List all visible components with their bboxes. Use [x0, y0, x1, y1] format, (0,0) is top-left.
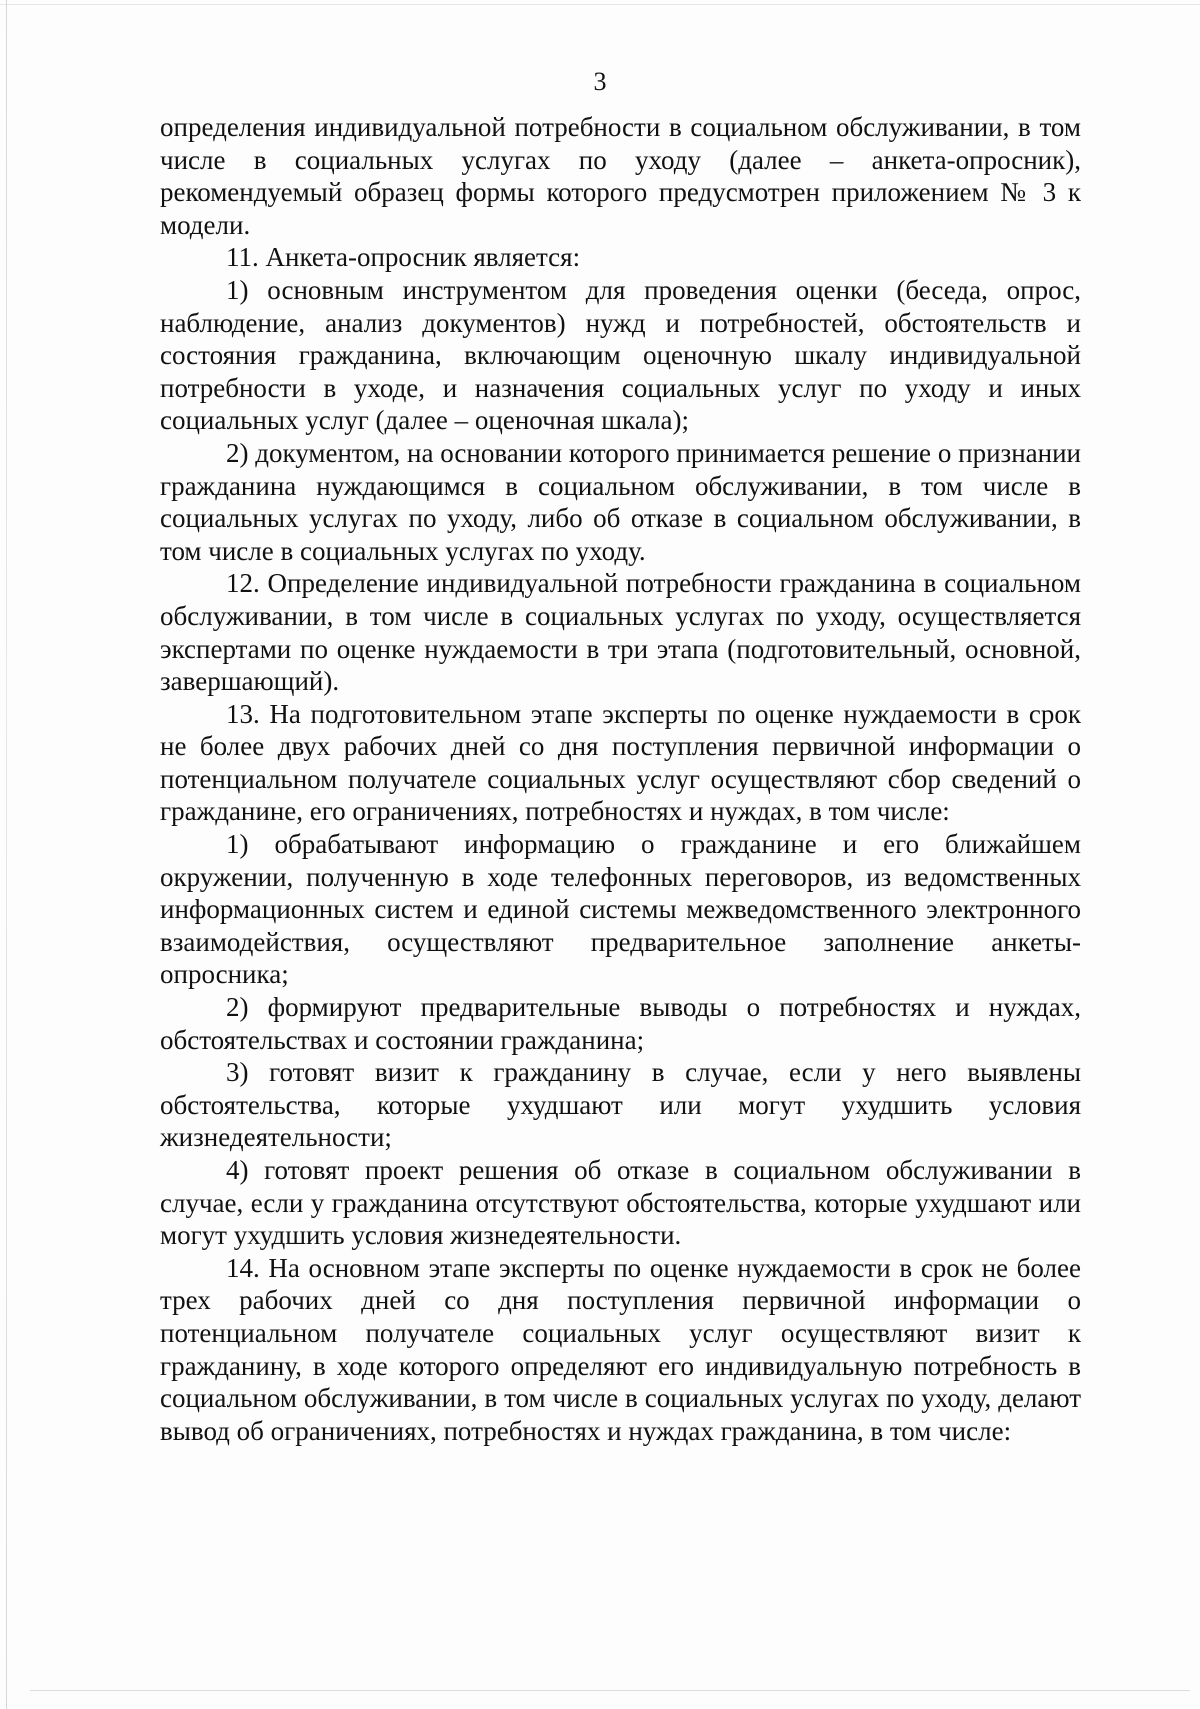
scan-edge-top: [0, 4, 1200, 5]
paragraph-subitem-13-1: 1) обрабатывают информацию о гражданине и его ближайшем окружении, полученную в ходе телефонных переговоров, из ведомственных информационных систем и единой системы межведомственного электронного взаимодействия, осуществляют предварительное заполнение анкеты-опросника;: [160, 829, 1081, 990]
scan-edge-left: [6, 0, 7, 1709]
paragraph-subitem-13-4: 4) готовят проект решения об отказе в социальном обслуживании в случае, если у гражданина отсутствуют обстоятельства, которые ухудшают или могут ухудшить условия жизнедеятельности.: [160, 1155, 1081, 1251]
paragraph-item-11: 11. Анкета-опросник является:: [226, 242, 581, 273]
paragraph-item-14: 14. На основном этапе эксперты по оценке нуждаемости в срок не более трех рабочих дней со дня поступления первичной информации о потенциальном получателе социальных услуг осуществляют визит к гражданину, в ходе которого определяют его индивидуальную потребность в социальном обслуживании, в том числе в социальных услугах по уходу, делают вывод об ограничениях, потребностях и нуждах гражданина, в том числе:: [160, 1252, 1081, 1446]
paragraph-subitem-11-1: 1) основным инструментом для проведения оценки (беседа, опрос, наблюдение, анализ документов) нужд и потребностей, обстоятельств и состояния гражданина, включающим оценочную шкалу индивидуальной потребности в уходе, и назначения социальных услуг по уходу и иных социальных услуг (далее – оценочная шкала);: [160, 274, 1081, 436]
page-number: 3: [593, 67, 607, 96]
paragraph-subitem-13-3: 3) готовят визит к гражданину в случае, если у него выявлены обстоятельства, которые ухудшают или могут ухудшить условия жизнедеятельности;: [160, 1057, 1081, 1153]
paragraph-continuation: определения индивидуальной потребности в социальном обслуживании, в том числе в социальных услугах по уходу (далее – анкета-опросник), рекомендуемый образец формы которого предусмотрен приложением № 3 к модели.: [160, 112, 1081, 240]
paragraph-item-13: 13. На подготовительном этапе эксперты по оценке нуждаемости в срок не более двух рабочих дней со дня поступления первичной информации о потенциальном получателе социальных услуг осуществляют сбор сведений о гражданине, его ограничениях, потребностях и нуждах, в том числе:: [160, 698, 1081, 827]
document-body: [160, 111, 1081, 1447]
scan-edge-bottom: [30, 1690, 1190, 1691]
paragraph-subitem-11-2: 2) документом, на основании которого принимается решение о признании гражданина нуждающимся в социальном обслуживании, в том числе в социальных услугах по уходу, либо об отказе в социальном обслуживании, в том числе в социальных услугах по уходу.: [160, 437, 1081, 566]
paragraph-subitem-13-2: 2) формируют предварительные выводы о потребностях и нуждах, обстоятельствах и состоянии гражданина;: [160, 992, 1081, 1055]
paragraph-item-12: 12. Определение индивидуальной потребности гражданина в социальном обслуживании, в том числе в социальных услугах по уходу, осуществляется экспертами по оценке нуждаемости в три этапа (подготовительный, основной, завершающий).: [160, 568, 1081, 697]
